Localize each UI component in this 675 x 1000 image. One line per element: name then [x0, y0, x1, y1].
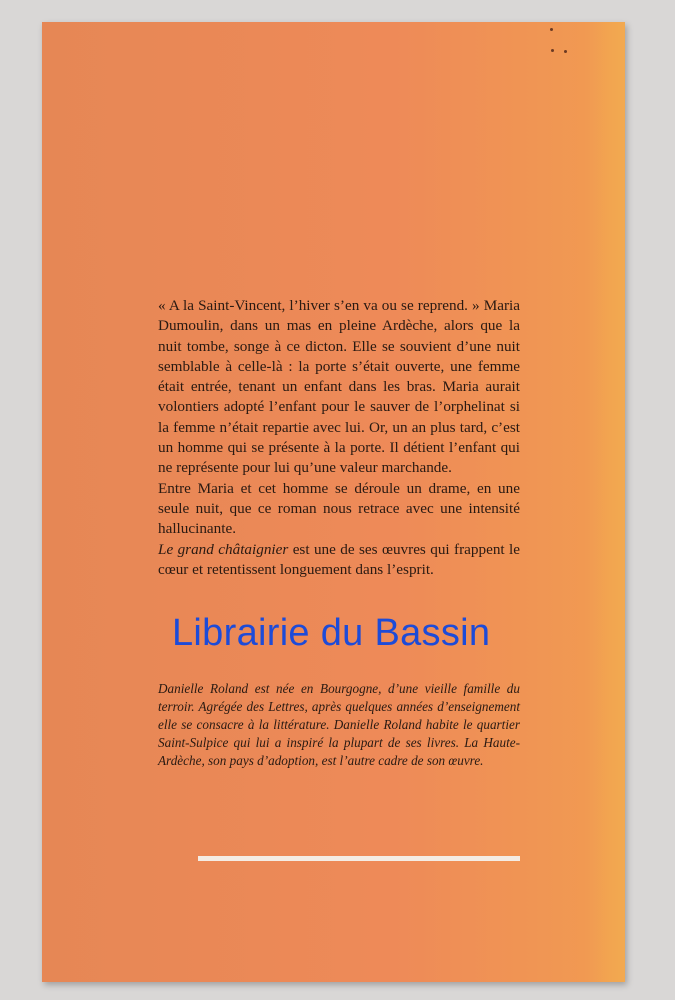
cover-edge [585, 22, 625, 982]
blurb-paragraph-1: « A la Saint-Vincent, l’hiver s’en va ou se reprend. » Maria Dumoulin, dans un mas en pleine Ardèche, alors que la nuit tombe, songe à ce dicton. Elle se souvient d’une nuit semblable à celle-là : la porte s’était ouverte, une femme était entrée, tenant un enfant dans les bras. Maria aurait volontiers adopté l’enfant pour le sauver de l’orphelinat si la femme n’était repartie avec lui. Or, un an plus tard, c’est un homme qui se présente à la porte. Il détient l’enfant qui ne représente pour lui qu’une valeur marchande. [158, 297, 520, 477]
book-title: Le grand châtaignier [158, 540, 289, 558]
divider-rule [198, 856, 520, 861]
blurb-paragraph-3 [158, 540, 520, 581]
blurb [158, 296, 520, 580]
author-bio: Danielle Roland est née en Bourgogne, d’une vieille famille du terroir. Agrégée des Lettres, après quelques années d’enseignement elle se consacre à la littérature. Danielle Roland habite le quartier Saint-Sulpice qui lui a inspiré la plupart de ses livres. La Haute-Ardèche, son pays d’adoption, est l’autre cadre de son œuvre. [158, 681, 520, 768]
blurb-paragraph-3-rest: est une de ses œuvres qui frappent le cœur et retentissent longuement dans l’esprit. [158, 540, 520, 578]
watermark: Librairie du Bassin [172, 612, 491, 654]
blurb-paragraph-2: Entre Maria et cet homme se déroule un drame, en une seule nuit, que ce roman nous retrace avec une intensité hallucinante. [158, 479, 520, 538]
